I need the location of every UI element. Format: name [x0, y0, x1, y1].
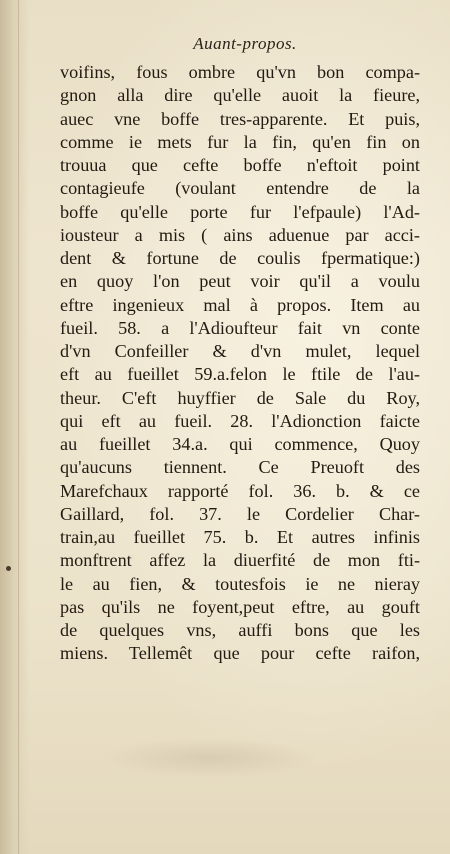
body-text	[60, 61, 420, 666]
text-line: comme ie mets fur la fin, qu'en fin on	[60, 131, 420, 152]
text-line: voifins, fous ombre qu'vn bon compa-	[60, 62, 420, 82]
text-line: gnon alla dire qu'elle auoit la fieure,	[60, 85, 420, 106]
page-edge-line	[18, 0, 19, 854]
text-line: contagieufe (voulant entendre de la	[60, 178, 420, 199]
text-line: dent & fortune de coulis fpermatique:)	[60, 248, 420, 268]
margin-ink-spot	[6, 566, 11, 571]
text-line: monftrent affez la diuerfité de mon fti-	[60, 550, 420, 571]
text-line: de quelques vns, auffi bons que les	[60, 620, 420, 640]
text-line: qu'aucuns tiennent. Ce Preuoft des	[60, 457, 420, 478]
text-line: miens. Tellemêt que pour cefte raifon,	[60, 643, 420, 664]
text-line: Marefchaux rapporté fol. 36. b. & ce	[60, 480, 420, 501]
text-line: en quoy l'on peut voir qu'il a voulu	[60, 271, 420, 292]
text-line: d'vn Confeiller & d'vn mulet, lequel	[60, 341, 420, 361]
text-line: auec vne boffe tres-apparente. Et puis,	[60, 108, 420, 129]
show-through-stain	[100, 738, 320, 778]
text-line: train,au fueillet 75. b. Et autres infinis	[60, 527, 420, 547]
text-line: fueil. 58. a l'Adioufteur fait vn conte	[60, 317, 420, 338]
text-line: qui eft au fueil. 28. l'Adionction faicte	[60, 410, 420, 431]
text-line: eft au fueillet 59.a.felon le ftile de l'au-	[60, 364, 420, 385]
running-head: Auant-propos.	[193, 34, 297, 53]
gutter-shadow	[0, 0, 30, 854]
text-line: le au fien, & toutesfois ie ne nieray	[60, 573, 420, 594]
text-line: theur. C'eft huyffier de Sale du Roy,	[60, 387, 420, 408]
text-line: au fueillet 34.a. qui commence, Quoy	[60, 434, 420, 454]
text-line: pas qu'ils ne foyent,peut eftre, au gouft	[60, 596, 420, 617]
text-line: trouua que cefte boffe n'eftoit point	[60, 155, 420, 175]
text-line: Gaillard, fol. 37. le Cordelier Char-	[60, 503, 420, 524]
text-line: iousteur a mis ( ains aduenue par acci-	[60, 224, 420, 245]
text-line: eftre ingenieux mal à propos. Item au	[60, 294, 420, 315]
text-line: boffe qu'elle porte fur l'efpaule) l'Ad-	[60, 201, 420, 222]
